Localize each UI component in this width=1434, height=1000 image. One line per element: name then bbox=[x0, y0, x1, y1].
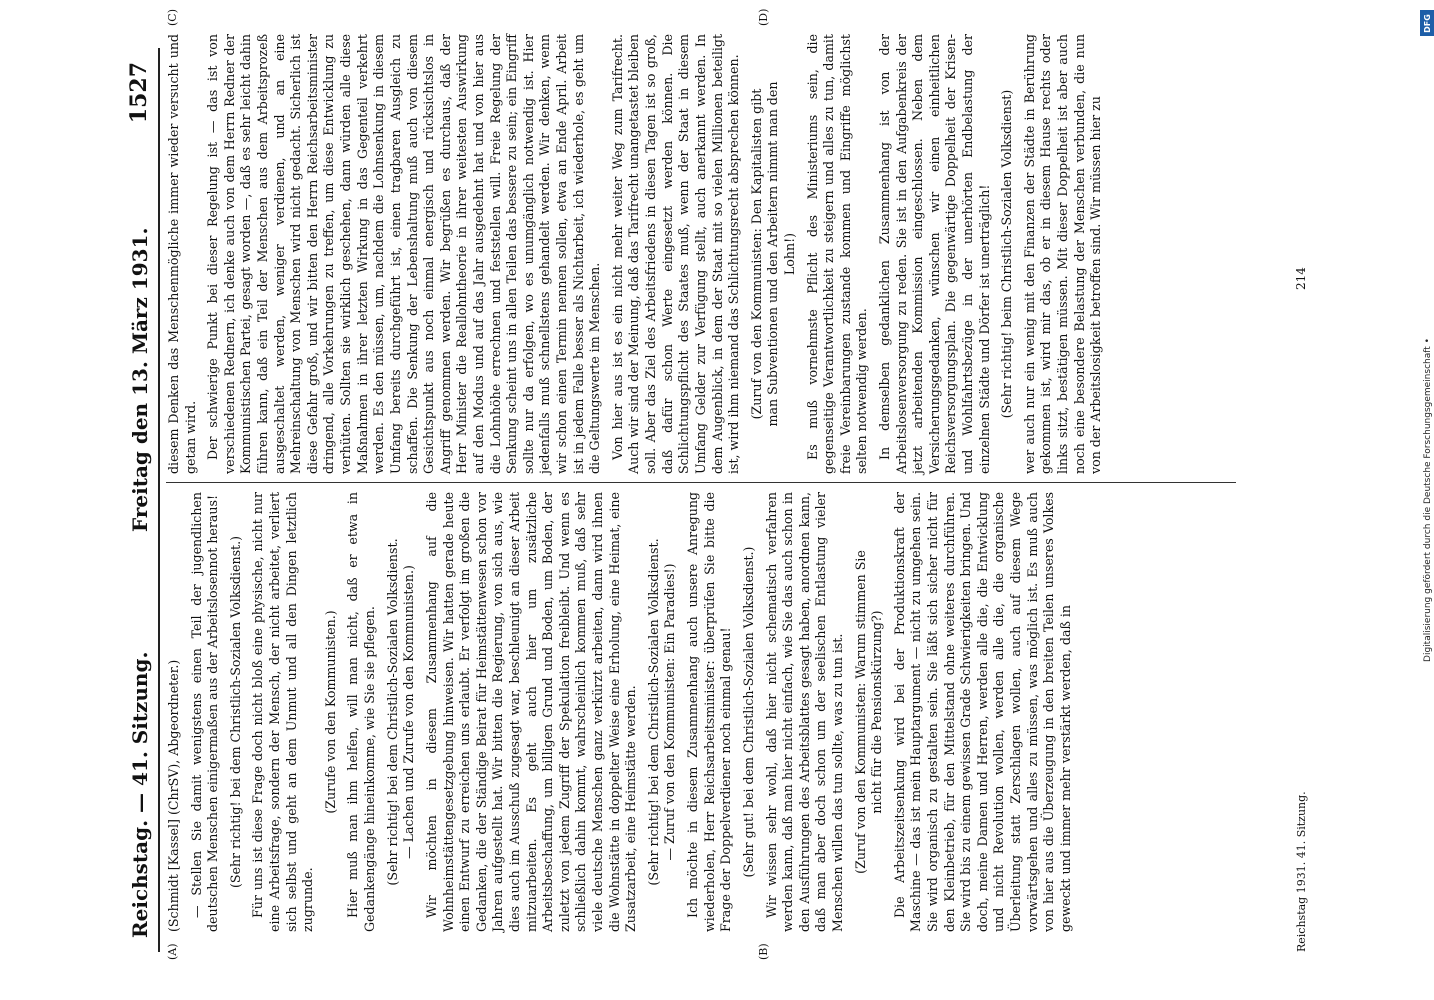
dfg-notice-text: Digitalisierung gefördert durch die Deutsche Forschungsgemeinschaft • bbox=[1423, 338, 1433, 662]
dfg-logo: DFG bbox=[1420, 10, 1434, 36]
margin-marker-b: (B) bbox=[757, 943, 770, 960]
paragraph: Wir möchten in diesem Zusammenhang auf die Wohnheimstättengesetzgebung hinweisen. Wir hatten gerade heute einen Entwurf zu erreichen uns erlaubt. Er verfolgt im großen die Gedanken, die der Ständige Beirat für Heimstättenwesen schon vor Jahren aufgestellt hat. Wir bitten die Regierung, von sich aus, wie dies auch im Ausschuß zugesagt war, beschleunigt an dieser Arbeit mitzuarbeiten. Es geht auch hier um zusätzliche Arbeitsbeschaffung, um billigen Grund und Boden, um Boden, der zuletzt von jedem Zugriff der Spekulation freibleibt. Und wenn es schließlich dahin kommt, wahrscheinlich kommen muß, daß sehr viele deutsche Menschen ganz verkürzt arbeiten, dann wird ihnen die Wohnstätte in doppelter Weise eine Erholung, eine Heimat, eine Zusatzarbeit, eine Heimstätte werden. bbox=[423, 492, 639, 932]
paragraph: (Schmidt [Kassel] (ChrSV), Abgeordneter.) bbox=[166, 659, 181, 932]
footer-number: 214 bbox=[1294, 267, 1308, 290]
paragraph: — Stellen Sie damit wenigstens einen Teil der jugendlichen deutschen Menschen einigermaßen aus der Arbeitslosennot heraus! bbox=[188, 492, 221, 932]
dfg-notice bbox=[1418, 10, 1434, 970]
column-divider bbox=[166, 482, 1236, 483]
paragraph: Hier muß man ihm helfen, will man nicht, daß er etwa in Gedankengänge hineinkomme, wie Sie sie pflegen. bbox=[345, 492, 378, 932]
right-column bbox=[166, 34, 1266, 474]
page-number: 1527 bbox=[126, 62, 152, 124]
paragraph: Für uns ist diese Frage doch nicht bloß eine physische, nicht nur eine Arbeitsfrage, sondern der Mensch, der nicht arbeitet, verliert sich selbst und geht an dem Unmut und all den Dingen letztlich zugrunde. bbox=[250, 492, 316, 932]
interjection: (Sehr richtig! bei dem Christlich-Sozialen Volksdienst.) bbox=[227, 535, 243, 889]
interjection: (Zuruf von den Kommunisten: Warum stimmen Sie nicht für die Pensionskürzung?) bbox=[852, 550, 885, 874]
paragraph: Wir wissen sehr wohl, daß hier nicht schematisch verfahren werden kann, daß man hier nicht einfach, wie Sie das auch schon in den Ausführungen des Arbeitsblattes gesagt haben, anordnen kann, daß man aber doch schon um der seelischen Entlastung vieler Menschen willen das tun sollte, was zu tun ist. bbox=[763, 492, 845, 932]
margin-marker-c: (C) bbox=[166, 9, 179, 26]
interjection: (Sehr gut! bei dem Christlich-Sozialen Volksdienst.) bbox=[740, 546, 756, 878]
paragraph: Der schwierige Punkt bei dieser Regelung ist — das ist von verschiedenen Rednern, ich denke auch von dem Herrn Redner der Kommunistischen Partei, gesagt worden —, daß es sehr leicht dahin führen kann, daß ein Teil der Menschen aus dem Arbeitsprozeß ausgeschaltet werden, weniger verdienen, und an eine Mehreinschaltung von Menschen wird nicht gedacht. Sicherlich ist diese Gefahr groß, und wir bitten den Herrn Reichsarbeitsminister dringend, alle Vorkehrungen zu treffen, um diese Entwicklung zu verhüten. Sollten sie wirklich geschehen, dann würden alle diese Maßnahmen in ihrer letzten Wirkung in das Gegenteil verkehrt werden. Es den müssen, um, nachdem die Lohnsenkung in diesem Umfang bereits durchgeführt ist, einen tragbaren Ausgleich zu schaffen. Die Senkung der Lebenshaltung muß auch von diesem Gesichtspunkt aus noch einmal energisch und rücksichtslos in Angriff genommen werden. Wir begrüßen es durchaus, daß der Herr Minister die Reallohntheorie in ihrer weitesten Auswirkung auf den Modus und auf das Jahr ausgedehnt hat und von hier aus die Lohnhöhe errechnen und feststellen will. Freie Regelung der Senkung scheint uns in allen Teilen das bessere zu sein; ein Eingriff sollte nur da erfolgen, wo es unumgänglich notwendig ist. Hier jedenfalls muß schnellstens gehandelt werden. Wir denken, wenn wir schon einen Termin nennen sollen, etwa an Ende April. Arbeit ist in jedem Falle besser als Nichtarbeit, ich wiederhole, es geht um die Geltungswerte im Menschen. bbox=[205, 34, 603, 474]
paragraph: Von hier aus ist es ein nicht mehr weiter Weg zum Tarifrecht. Auch wir sind der Meinung, daß das Tarifrecht unangetastet bleiben soll. Aber das Ziel des Arbeitsfriedens in diesen Tagen ist so groß, daß dafür schon Werte eingesetzt werden können. Die Schlichtungspflicht des Staates muß, wenn der Staat in diesem Umfang Gelder zur Verfügung stellt, auch anerkannt werden. In dem Augenblick, in dem der Staat mit so vielen Millionen beteiligt ist, wird ihm niemand das Schlichtungsrecht absprechen können. bbox=[609, 34, 742, 474]
interjection: (Sehr richtig! beim Christlich-Sozialen Volksdienst) bbox=[999, 89, 1015, 419]
paragraph: Ich möchte in diesem Zusammenhang auch unsere Anregung wiederholen, Herr Reichsarbeitsminister: überprüfen Sie bitte die Frage der Doppelverdiener noch einmal genau! bbox=[685, 492, 734, 932]
header-left: Reichstag. — 41. Sitzung. bbox=[128, 651, 152, 938]
header-date: Freitag den 13. März 1931. bbox=[128, 227, 152, 532]
page-header bbox=[118, 48, 160, 952]
paragraph: diesem Denken das Menschenmögliche immer wieder versucht und getan wird. bbox=[166, 34, 198, 474]
interjection: (Sehr richtig! bei dem Christlich-Sozialen Volksdienst. — Zuruf von den Kommunisten: Ein Paradies!) bbox=[645, 538, 678, 886]
interjection: (Zurufe von den Kommunisten.) bbox=[322, 610, 338, 814]
paragraph: Die Arbeitszeitsenkung wird bei der Produktionskraft der Maschine — das ist mein Hauptargument — nicht zu umgehen sein. Sie wird organisch zu gestalten sein. Sie läßt sich sicher nicht für den Kleinbetrieb, für den Mittelstand ohne weiteres durchführen. Sie wird bis zu einem gewissen Grade Schwierigkeiten bringen. Und doch, meine Damen und Herren, werden alle die, die Entwicklung und nicht Revolution wollen, werden alle die, die organische Überleitung statt Zerschlagen wollen, auch auf diesem Wege vorwärtsgehen und alles zu müssen, was möglich ist. Es muß auch von hier aus die Überzeugung in den breiten Teilen unseres Volkes geweckt und immer mehr verstärkt werden, daß in bbox=[891, 492, 1073, 932]
paragraph: wer auch nur ein wenig mit den Finanzen der Städte in Berührung gekommen ist, wird mir das, ob er in diesem Hause rechts oder links sitzt, bestätigen müssen. Mit dieser Doppelheit ist aber auch noch eine besondere Belastung der Menschen verbunden, die nun von der Arbeitslosigkeit betroffen sind. Wir müssen hier zu bbox=[1021, 34, 1104, 474]
interjection: (Zuruf von den Kommunisten: Den Kapitalisten gibt man Subventionen und den Arbeitern nimmt man den Lohn!) bbox=[748, 81, 797, 427]
margin-marker-d: (D) bbox=[757, 8, 770, 26]
interjection: (Sehr richtig! bei dem Christlich-Sozialen Volksdienst. — Lachen und Zurufe von den Kommunisten.) bbox=[384, 538, 417, 886]
margin-marker-a: (A) bbox=[166, 943, 179, 960]
footer-left: Reichstag 1931. 41. Sitzung. bbox=[1295, 791, 1308, 952]
paragraph: Es muß vornehmste Pflicht des Ministeriums sein, die gegenseitige Verantwortlichkeit zu steigern und alles zu tun, damit freie Vereinbarungen zustande kommen und Eingriffe möglichst selten notwendig werden. bbox=[804, 34, 870, 474]
paragraph: In demselben gedanklichen Zusammenhang ist von der Arbeitslosenversorgung zu reden. Sie ist in den Aufgabenkreis der jetzt arbeitenden Kommission eingeschlossen. Neben dem Versicherungsgedanken, wünschen wir einen einheitlichen Reichsversorgungsplan. Die gegenwärtige Doppelheit der Krisen- und Wohlfahrtsbezüge in der unerhörten Endbelastung der einzelnen Städte und Dörfer ist unerträglich! bbox=[876, 34, 992, 474]
scanned-page bbox=[102, 8, 1332, 970]
left-column bbox=[166, 492, 1266, 932]
